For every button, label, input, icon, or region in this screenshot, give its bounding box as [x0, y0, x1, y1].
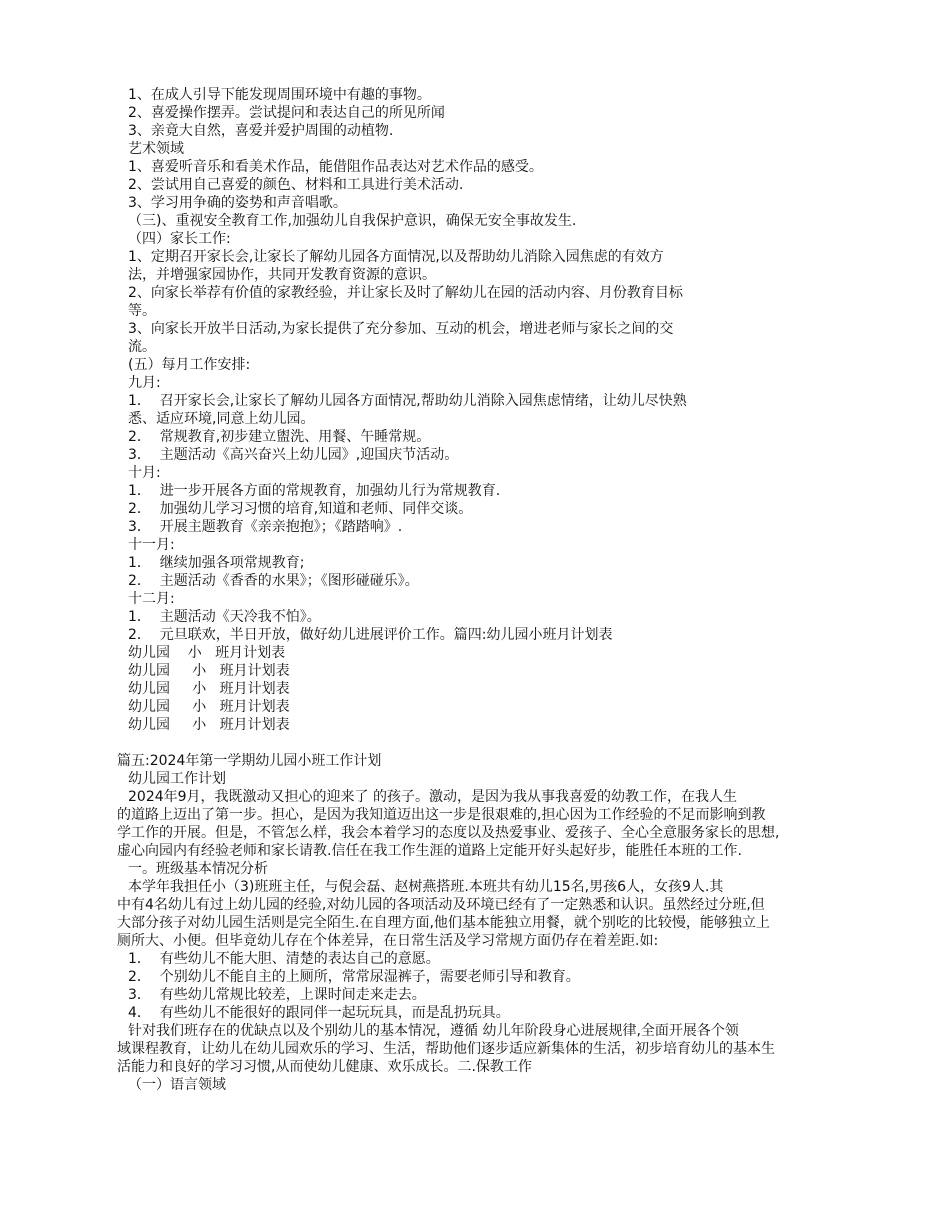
intro-line: 2024年9月，我既激动又担心的迎来了 的孩子。激动，是因为我从事我喜爱的幼教工作，在我人生: [128, 789, 737, 805]
text-line: 幼儿园 小 班月计划表: [128, 717, 290, 733]
strategy-line: 活能力和良好的学习习惯,从而使幼儿健康、欢乐成长。二.保教工作: [117, 1059, 532, 1075]
text-line: 1． 主题活动《天冷我不怕》。: [128, 609, 321, 625]
text-line: 2． 加强幼儿学习习惯的培育,知道和老师、同伴交谈。: [128, 501, 473, 517]
subheading-language: （一）语言领域: [128, 1077, 226, 1093]
text-line: 九月:: [128, 375, 161, 391]
text-line: 等。: [128, 303, 156, 319]
text-line: 幼儿园 小 班月计划表: [128, 699, 290, 715]
text-line: （三)、重视安全教育工作,加强幼儿自我保护意识，确保无安全事故发生.: [128, 213, 577, 229]
text-line: 3、学习用争确的姿势和声音唱歌。: [128, 195, 347, 211]
class-line: 本学年我担任小（3)班班主任，与倪会磊、赵树燕搭班.本班共有幼儿15名,男孩6人，女孩9人.其: [128, 879, 724, 895]
strategy-line: 针对我们班存在的优缺点以及个别幼儿的基本情况，遵循 幼儿年阶段身心进展规律,全面开展各个领: [128, 1023, 739, 1039]
list-item: 2． 个别幼儿不能自主的上厕所，常常尿湿裤子，需要老师引导和教育。: [128, 969, 580, 985]
strategy-line: 域课程教育，让幼儿在幼儿园欢乐的学习、生活，帮助他们逐步适应新集体的生活，初步培育幼儿的基本生: [117, 1041, 775, 1057]
section-heading: 篇五:2024年第一学期幼儿园小班工作计划: [117, 753, 382, 769]
strategy-paragraph: [117, 1022, 862, 1076]
text-line: 1、喜爱听音乐和看美术作品，能借阻作品表达对艺术作品的感受。: [128, 159, 543, 175]
text-line: 2、尝试用自己喜爱的颜色、材料和工具进行美术活动.: [128, 177, 464, 193]
text-line: 艺术领域: [128, 141, 184, 157]
text-line: 十二月:: [128, 591, 175, 607]
text-line: 流。: [128, 339, 156, 355]
text-line: 十一月:: [128, 537, 175, 553]
list-item: 3． 有些幼儿常规比较差，上课时间走来走去。: [128, 987, 426, 1003]
text-line: 2、向家长举荐有价值的家教经验，并让家长及时了解幼儿在园的活动内容、月份教育目标: [128, 285, 683, 301]
text-line: 3． 主题活动《高兴奋兴上幼儿园》,迎国庆节活动。: [128, 447, 459, 463]
text-line: 1、在成人引导下能发现周围环境中有趣的事物。: [128, 87, 431, 103]
text-line: 2． 元旦联欢，半日开放，做好幼儿进展评价工作。篇四:幼儿园小班月计划表: [128, 627, 613, 643]
text-line: 幼儿园 小 班月计划表: [128, 663, 290, 679]
intro-line: 虚心向园内有经验老师和家长请教.信任在我工作生涯的道路上定能开好头起好步，能胜任本班的工作.: [117, 843, 742, 859]
text-line: 3． 开展主题教育《亲亲抱抱》；《踏踏响》.: [128, 519, 403, 535]
list-item: 1． 有些幼儿不能大胆、清楚的表达自己的意愿。: [128, 951, 440, 967]
intro-paragraph: [117, 788, 862, 860]
text-line: 1、定期召开家长会,让家长了解幼儿园各方面情况,以及帮助幼儿消除入园焦虑的有效方: [128, 249, 664, 265]
class-line: 大部分孩子对幼儿园生活则是完全陌生.在自理方面,他们基本能独立用餐，就个别吃的比较慢，能够独立上: [117, 915, 770, 931]
text-line: （四）家长工作:: [128, 231, 231, 247]
text-line: 幼儿园 小 班月计划表: [128, 645, 286, 661]
text-line: 幼儿园 小 班月计划表: [128, 681, 290, 697]
text-line: 法，并增强家园协作，共同开发教育资源的意识。: [128, 267, 436, 283]
text-line: 1． 进一步开展各方面的常规教育，加强幼儿行为常规教育.: [128, 483, 501, 499]
text-line: 2． 常规教育,初步建立盥洗、用餐、午睡常规。: [128, 429, 431, 445]
text-line: 悉、适应环境,同意上幼儿园。: [128, 411, 315, 427]
section-subtitle: 幼儿园工作计划: [128, 771, 226, 787]
intro-line: 学工作的开展。但是，不管怎么样，我会本着学习的态度以及热爱事业、爱孩子、全心全意服务家长的思想,: [117, 825, 780, 841]
text-line: (五）每月工作安排:: [128, 357, 251, 373]
text-line: 1． 继续加强各项常规教育;: [128, 555, 305, 571]
class-line: 中有4名幼儿有过上幼儿园的经验,对幼儿园的各项活动及环境已经有了一定熟悉和认识。虽然经过分班,但: [117, 897, 765, 913]
text-line: 3、亲竟大自然，喜爱并爱护周围的动植物.: [128, 123, 394, 139]
text-line: 1． 召开家长会,让家长了解幼儿园各方面情况,帮助幼儿消除入园焦虑情绪，让幼儿尽快熟: [128, 393, 687, 409]
list-item: 4． 有些幼儿不能很好的跟同伴一起玩玩具，而是乱扔玩具。: [128, 1005, 510, 1021]
intro-line: 的道路上迈出了第一步。担心，是因为我知道迈出这一步是很艰难的,担心因为工作经验的不足而影响到教: [117, 807, 766, 823]
text-line: 3、向家长开放半日活动,为家长提供了充分参加、互动的机会，增进老师与家长之间的交: [128, 321, 674, 337]
subheading-class-analysis: 一。班级基本情况分析: [128, 861, 268, 877]
class-paragraph: [117, 878, 862, 950]
text-line: 2、喜爱操作摆弄。尝试提问和表达自己的所见所闻: [128, 105, 445, 121]
text-line: 2． 主题活动《香香的水果》；《图形碰碰乐》。: [128, 573, 419, 589]
text-line: 十月:: [128, 465, 161, 481]
class-line: 厕所大、小便。但毕竟幼儿存在个体差异，在日常生活及学习常规方面仍存在着差距.如:: [117, 933, 659, 949]
